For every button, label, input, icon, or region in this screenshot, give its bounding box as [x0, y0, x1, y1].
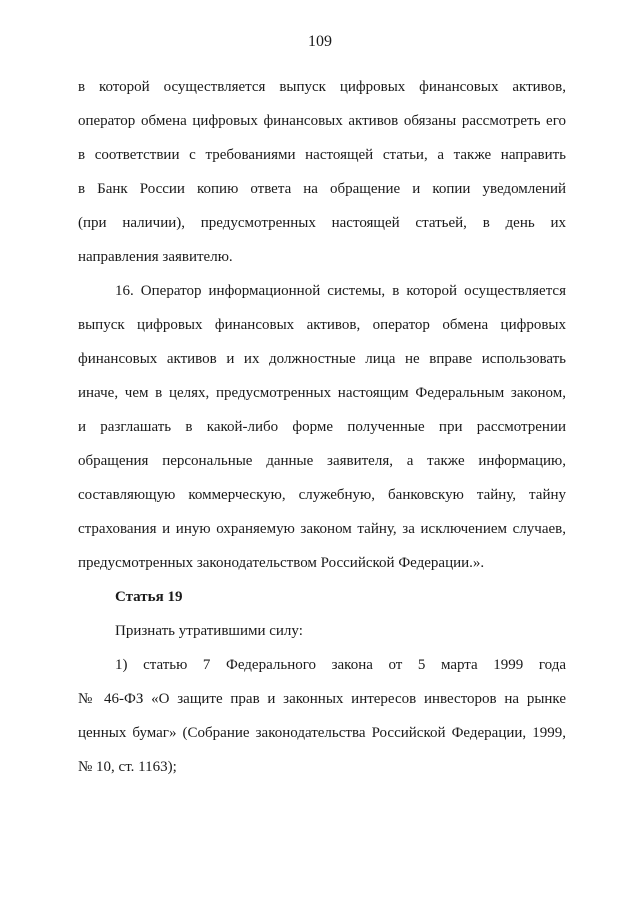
text-line: иначе, чем в целях, предусмотренных настоящим Федеральным законом, [78, 385, 566, 401]
text-line: направления заявителю. [78, 249, 233, 265]
text-line: в соответствии с требованиями настоящей статьи, а также направить [78, 147, 566, 163]
text-line: ценных бумаг» (Собрание законодательства Российской Федерации, 1999, [78, 725, 566, 741]
text-line: (при наличии), предусмотренных настоящей статьей, в день их [78, 215, 566, 231]
list-item-first-line: 1) статью 7 Федерального закона от 5 марта 1999 года [115, 657, 566, 673]
text-line: и разглашать в какой-либо форме полученные при рассмотрении [78, 419, 566, 435]
document-body [78, 70, 566, 784]
text-line: обращения персональные данные заявителя, а также информацию, [78, 453, 566, 469]
text-line: Признать утратившими силу: [115, 623, 303, 639]
text-line: предусмотренных законодательством Российской Федерации.». [78, 555, 485, 571]
paragraph-16-first-line: 16. Оператор информационной системы, в которой осуществляется [115, 283, 566, 299]
article-heading: Статья 19 [115, 589, 183, 605]
text-line: в которой осуществляется выпуск цифровых финансовых активов, [78, 79, 566, 95]
text-line: составляющую коммерческую, служебную, банковскую тайну, тайну [78, 487, 566, 503]
text-line: в Банк России копию ответа на обращение и копии уведомлений [78, 181, 566, 197]
text-line: выпуск цифровых финансовых активов, оператор обмена цифровых [78, 317, 566, 333]
page-number: 109 [308, 33, 332, 50]
text-line: оператор обмена цифровых финансовых активов обязаны рассмотреть его [78, 113, 566, 129]
text-line: № 46-ФЗ «О защите прав и законных интересов инвесторов на рынке [78, 691, 566, 707]
text-line: № 10, ст. 1163); [78, 759, 177, 775]
text-line: финансовых активов и их должностные лица не вправе использовать [78, 351, 566, 367]
text-line: страхования и иную охраняемую законом тайну, за исключением случаев, [78, 521, 566, 537]
